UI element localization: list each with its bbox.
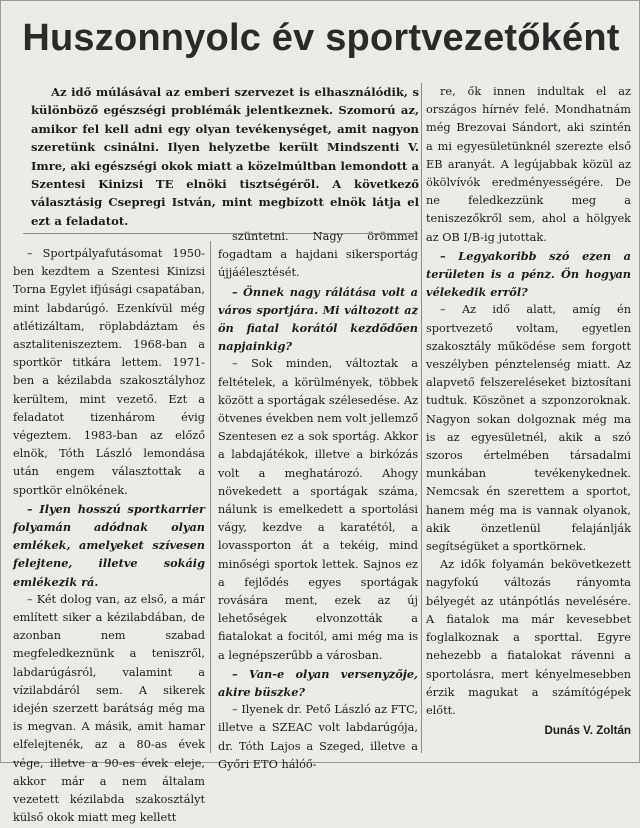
article-column-2 (218, 228, 418, 774)
author-signature: Dunás V. Zoltán (544, 724, 631, 738)
column-rule-left (210, 241, 211, 753)
lead-paragraph: Az idő múlásával az emberi szervezet is elhasználódik, s különböző egészségi problémák jelentkeznek. Szomorú az, amikor fel kell adni egy olyan tevékenységet, amit nagyon szeretünk csinálni. Ilyen helyzetbe került Mindszenti V. Imre, aki egészségi okok miatt a közelmúltban lemondott a Szentesi Kinizsi TE elnöki tisztségéről. A következő választásig Csepregi István, mint megbízott elnök látja el ezt a feladatot. (31, 85, 419, 228)
answer-paragraph: – Két dolog van, az első, a már említett siker a kézilabdában, de azonban nem szabad megfeledkeznünk a teniszről, labdarúgásról, valamint a vízilabdáról sem. A sikerek idején szerzett barátság még ma is megvan. A másik, amit hamar elfelejtenék, az a 80-as évek vége, illetve a 90-es évek eleje, akkor már a nem általam vezetett kézilabda szakosztályt külső okok miatt meg kellett (13, 592, 205, 825)
article-column-3 (426, 83, 631, 740)
question-paragraph: – Ilyen hosszú sportkarrier folyamán adódnak olyan emlékek, amelyeket szívesen felejtene, illetve sokáig emlékezik rá. (13, 501, 205, 589)
column-rule-right (421, 83, 422, 753)
answer-paragraph: – Sok minden, változtak a feltételek, a körülmények, többek között a sportágak szélesedése. Az ötvenes években nem volt jellemző Szentesen ez a sok sportág. Akkor a labdajátékok, illetve a birkózás volt a meghatározó. Ahogy növekedett a sportágak száma, nálunk is emelkedett a sportolási vágy, kezdve a karatétól, a lovassporton át a tekéig, mind minőségi sportok lettek. Sajnos ez a fejlődés egyes sportágak rovására ment, ezek az új lehetőségek elvonzották a fiatalokat a focitól, ami még ma is a legnépszerűbb a városban. (218, 357, 418, 662)
question-paragraph: – Legyakoribb szó ezen a területen is a pénz. Ön hogyan vélekedik erről? (426, 248, 631, 300)
answer-paragraph: – Az idő alatt, amíg én sportvezető voltam, egyetlen szakosztály működése sem forgott veszélyben pénztelenség miatt. Az alapvető felszereléseket biztosítani tudtuk. Köszönet a szponzoroknak. Nagyon sokan dolgoznak még ma is az egyesületnél, akik a szó szoros értelmében társadalmi munkában tevékenykednek. Nemcsak én szerettem a sportot, hanem még ma is vannak olyanok, akik önzetlenül felajánlják segítségüket a sportkörnek. (426, 303, 631, 554)
article-title: Huszonnyolc év sportvezetőként (22, 17, 620, 59)
question-paragraph: – Van-e olyan versenyzője, akire büszke? (218, 666, 418, 700)
answer-paragraph: – Ilyenek dr. Pető László az FTC, illetve a SZEAC volt labdarúgója, dr. Tóth Lajos a Szeged, illetve a Győri ETO hálóő- (218, 703, 418, 771)
question-paragraph: – Önnek nagy rálátása volt a város sportjára. Mi változott az ön fiatal korától kezdődően napjainkig? (218, 284, 418, 354)
answer-paragraph: szüntetni. Nagy örömmel fogadtam a hajdani sikersportág újjáélesztését. (218, 230, 418, 280)
answer-paragraph: re, ők innen indultak el az országos hírnév felé. Mondhatnám még Brezovai Sándort, aki szintén a mi egyesületünknél szerezte első EB aranyát. A legújabbak közül az ökölvívók eredményességére. De ne feledkezzünk meg a teniszezőkről sem, ahol a hölgyek az OB I/B-ig jutottak. (426, 85, 631, 244)
article-column-1 (13, 245, 205, 828)
article-lead (31, 83, 419, 230)
answer-paragraph: – Sportpályafutásomat 1950-ben kezdtem a Szentesi Kinizsi Torna Egylet ifjúsági csapatában, mint labdarúgó. Ezenkívül még atlétizáltam, röplabdáztam és asztaliteniszeztem. 1968-ban a sportkör titkára lettem. 1971-ben a kézilabda szakosztályhoz kerültem, mint vezető. Ezt a feladatot tizenhárom évig végeztem. 1983-ban az előző elnök, Tóth László lemondása után engem választottak a sportkör elnökének. (13, 247, 205, 497)
answer-paragraph: Az idők folyamán bekövetkezett nagyfokú változás rányomta bélyegét az utánpótlás nevelésére. A fiatalok ma már kevesebbet foglalkoznak a sporttal. Egyre nehezebb a fiatalokat rávenni a sportolásra, mert kényelmesebben érzik magukat a számítógépek előtt. (426, 558, 631, 717)
